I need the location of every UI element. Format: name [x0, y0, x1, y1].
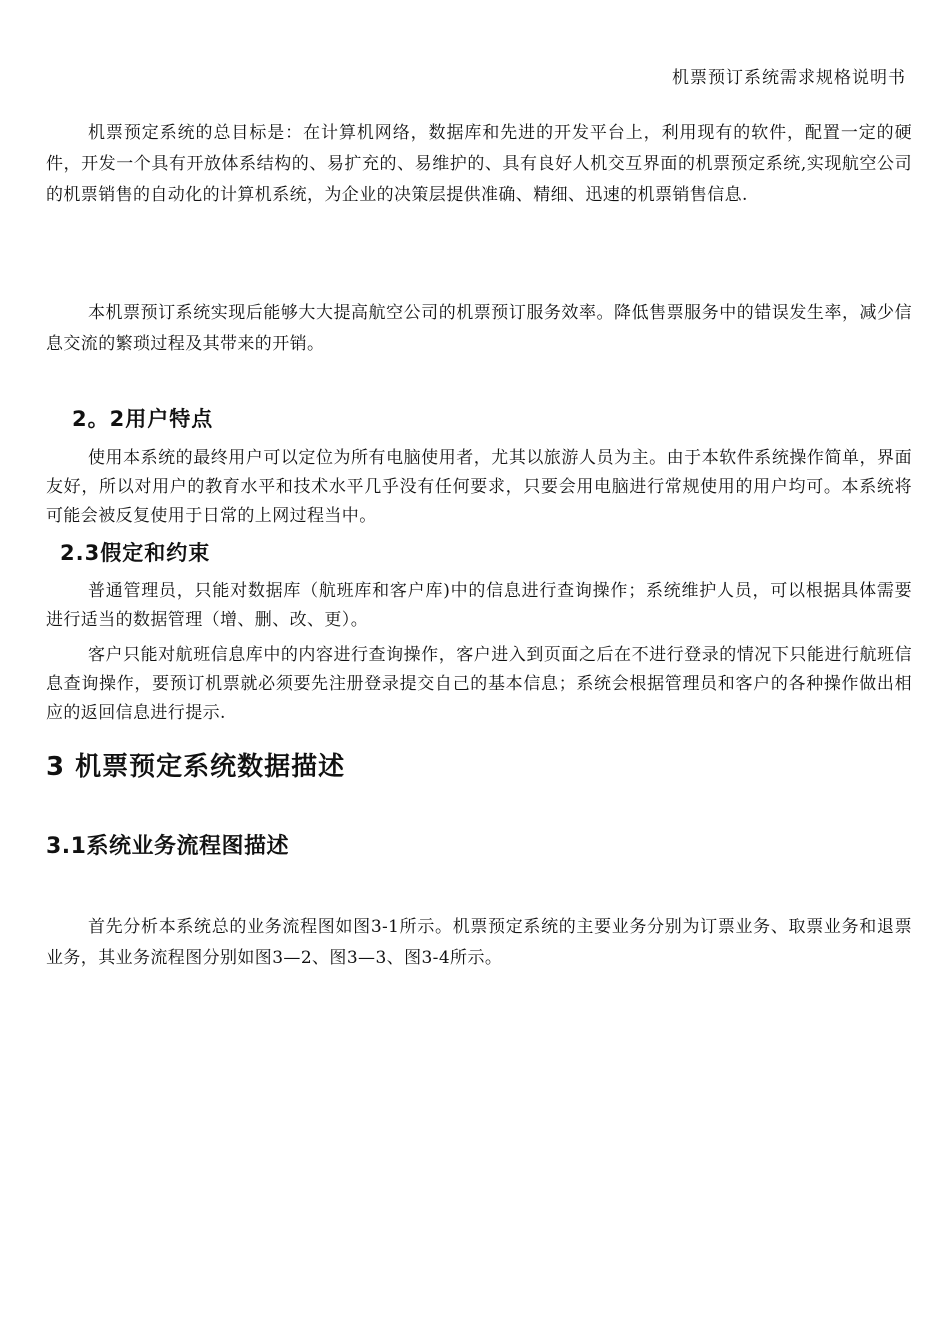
- section-2-3-paragraph-2: 客户只能对航班信息库中的内容进行查询操作，客户进入到页面之后在不进行登录的情况下只能进行航班信息查询操作，要预订机票就必须要先注册登录提交自己的基本信息；系统会根据管理员和客户的各种操作做出相应的返回信息进行提示.: [46, 645, 912, 723]
- section-3-heading: 3 机票预定系统数据描述: [46, 752, 346, 782]
- section-3-1-paragraph: 首先分析本系统总的业务流程图如图3-1所示。机票预定系统的主要业务分别为订票业务、取票业务和退票业务，其业务流程图分别如图3—2、图3—3、图3-4所示。: [46, 917, 912, 968]
- section-2-2-paragraph: 使用本系统的最终用户可以定位为所有电脑使用者，尤其以旅游人员为主。由于本软件系统操作简单，界面友好，所以对用户的教育水平和技术水平几乎没有任何要求，只要会用电脑进行常规使用的用户均可。本系统将可能会被反复使用于日常的上网过程当中。: [46, 448, 912, 526]
- section-2-3-heading: 2.3假定和约束: [60, 541, 211, 565]
- section-3-1-heading: 3.1系统业务流程图描述: [46, 834, 289, 859]
- running-header: 机票预订系统需求规格说明书: [672, 68, 906, 88]
- intro-paragraph-2: 本机票预订系统实现后能够大大提高航空公司的机票预订服务效率。降低售票服务中的错误发生率，减少信息交流的繁琐过程及其带来的开销。: [46, 303, 912, 354]
- intro-paragraph-1: 机票预定系统的总目标是：在计算机网络，数据库和先进的开发平台上，利用现有的软件，配置一定的硬件，开发一个具有开放体系结构的、易扩充的、易维护的、具有良好人机交互界面的机票预定系统,实现航空公司的机票销售的自动化的计算机系统，为企业的决策层提供准确、精细、迅速的机票销售信息.: [46, 123, 912, 205]
- section-2-3-paragraph-1: 普通管理员，只能对数据库（航班库和客户库)中的信息进行查询操作；系统维护人员，可以根据具体需要进行适当的数据管理（增、删、改、更）。: [46, 581, 912, 630]
- section-2-2-heading: 2。2用户特点: [72, 407, 214, 431]
